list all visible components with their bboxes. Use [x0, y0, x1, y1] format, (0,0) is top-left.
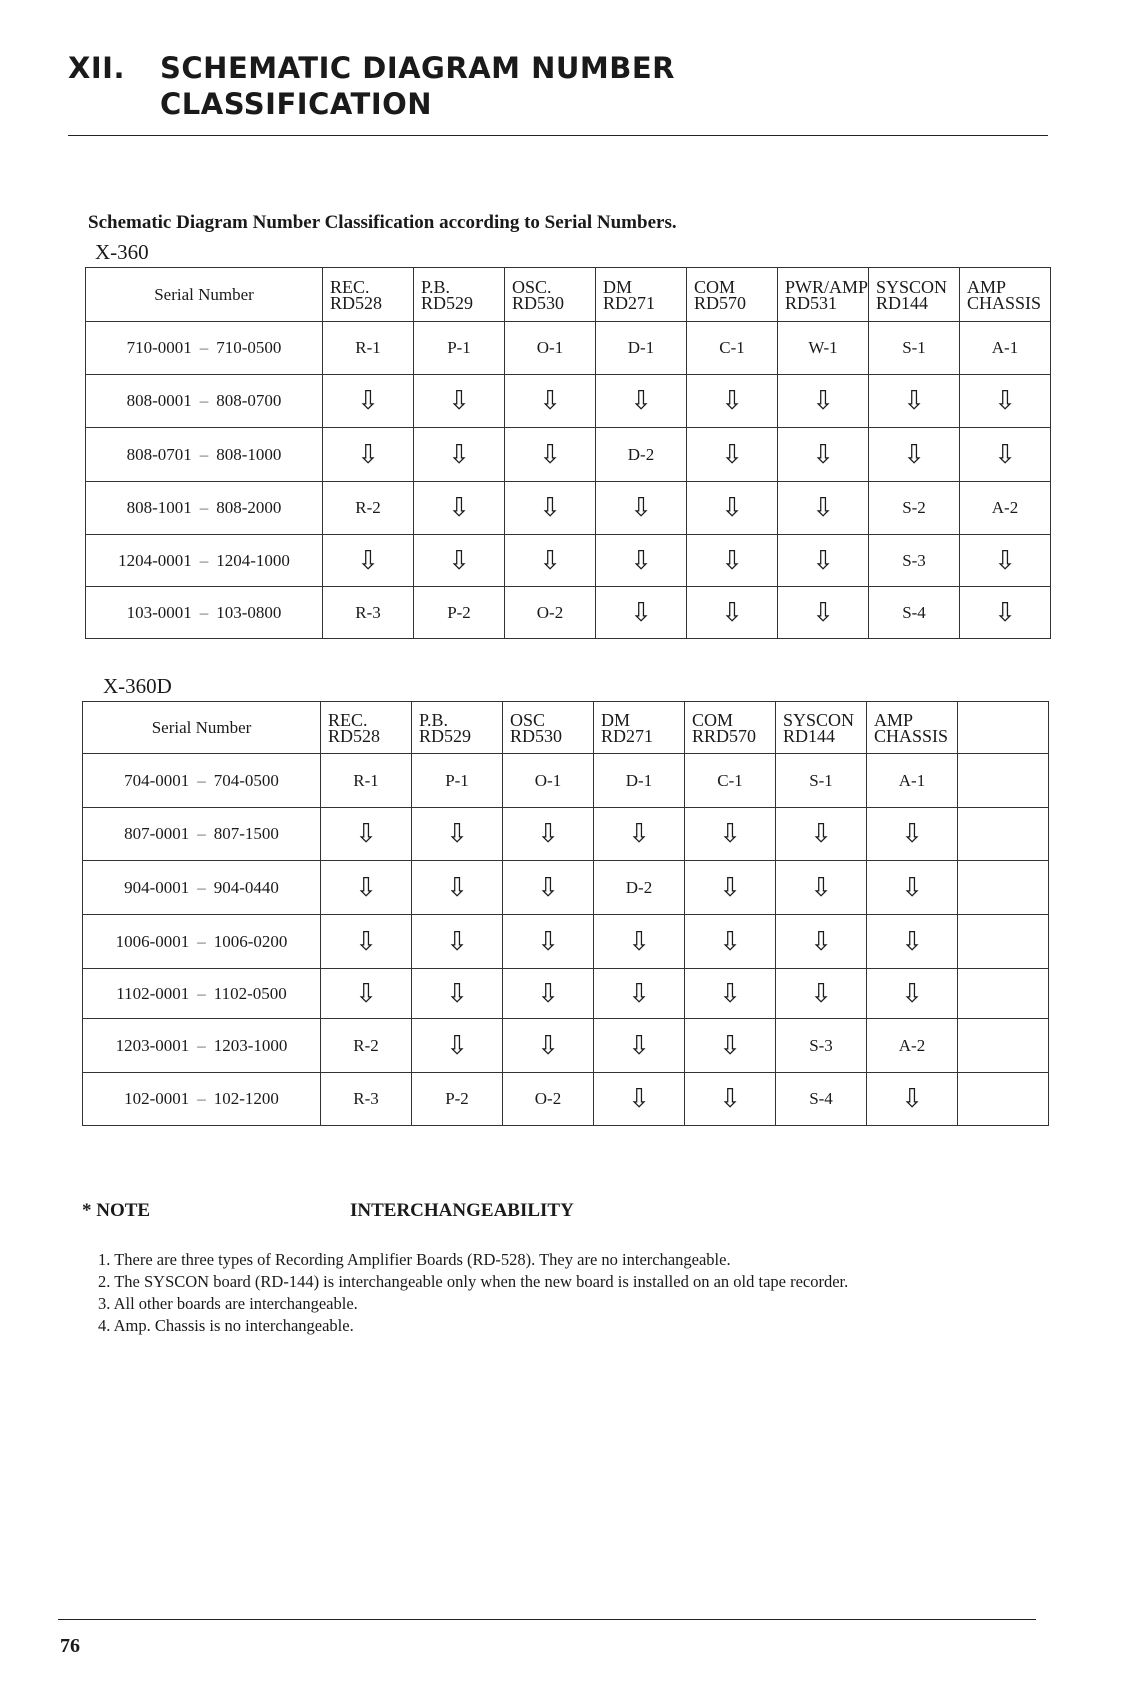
- page-number: 76: [60, 1635, 80, 1657]
- same-as-above-arrow-icon: ⇩: [414, 375, 505, 428]
- board-name: AMP: [874, 709, 914, 730]
- diagram-number-cell: [958, 861, 1049, 915]
- same-as-above-arrow-icon: ⇩: [778, 375, 869, 428]
- board-header: [503, 702, 594, 754]
- diagram-number-cell: A-2: [960, 482, 1051, 535]
- same-as-above-arrow-icon: ⇩: [687, 428, 778, 482]
- same-as-above-arrow-icon: ⇩: [414, 428, 505, 482]
- bottom-divider: [58, 1619, 1036, 1620]
- diagram-number-cell: S-1: [776, 754, 867, 808]
- diagram-number-cell: A-1: [867, 754, 958, 808]
- serial-separator: –: [197, 983, 206, 1003]
- serial-from: 1203-0001: [115, 1035, 190, 1055]
- board-name: OSC.: [512, 276, 552, 297]
- board-name: P.B.: [421, 276, 451, 297]
- note-label: * NOTE: [82, 1200, 151, 1221]
- board-name: P.B.: [419, 709, 449, 730]
- same-as-above-arrow-icon: ⇩: [685, 861, 776, 915]
- board-header: [687, 268, 778, 322]
- same-as-above-arrow-icon: ⇩: [321, 861, 412, 915]
- same-as-above-arrow-icon: ⇩: [687, 535, 778, 587]
- diagram-number-cell: R-3: [323, 587, 414, 639]
- board-code: RD530: [510, 725, 563, 746]
- board-header: [412, 702, 503, 754]
- same-as-above-arrow-icon: ⇩: [776, 808, 867, 861]
- same-as-above-arrow-icon: ⇩: [685, 1019, 776, 1073]
- serial-to: 1204-1000: [216, 550, 290, 570]
- diagram-number-cell: [958, 1073, 1049, 1126]
- diagram-number-cell: R-2: [321, 1019, 412, 1073]
- table-row: [83, 1073, 1049, 1126]
- serial-to: 103-0800: [216, 602, 282, 622]
- diagram-number-cell: O-1: [505, 322, 596, 375]
- diagram-number-cell: P-2: [414, 587, 505, 639]
- serial-range-cell: [83, 915, 321, 969]
- serial-separator: –: [197, 1089, 206, 1108]
- same-as-above-arrow-icon: ⇩: [412, 915, 503, 969]
- diagram-number-cell: S-3: [776, 1019, 867, 1073]
- diagram-number-cell: S-3: [869, 535, 960, 587]
- note-item: 3. All other boards are interchangeable.: [98, 1294, 358, 1313]
- board-name: OSC: [510, 709, 546, 730]
- same-as-above-arrow-icon: ⇩: [960, 428, 1051, 482]
- serial-separator: –: [199, 602, 209, 622]
- serial-to: 904-0440: [213, 877, 279, 897]
- table-row: [83, 915, 1049, 969]
- same-as-above-arrow-icon: ⇩: [960, 375, 1051, 428]
- same-as-above-arrow-icon: ⇩: [596, 587, 687, 639]
- serial-from: 1102-0001: [116, 983, 190, 1003]
- board-code: CHASSIS: [874, 725, 949, 746]
- board-code: RD531: [785, 292, 838, 313]
- same-as-above-arrow-icon: ⇩: [323, 535, 414, 587]
- table-row: [86, 428, 1051, 482]
- diagram-number-cell: [958, 915, 1049, 969]
- board-code: RD271: [601, 725, 654, 746]
- same-as-above-arrow-icon: ⇩: [321, 969, 412, 1019]
- board-name: SYSCON: [876, 276, 948, 297]
- board-code: RRD570: [692, 725, 757, 746]
- serial-separator: –: [199, 550, 209, 570]
- diagram-number-cell: O-1: [503, 754, 594, 808]
- diagram-number-cell: C-1: [685, 754, 776, 808]
- section-heading: [68, 50, 675, 122]
- diagram-number-cell: P-1: [414, 322, 505, 375]
- diagram-number-cell: P-1: [412, 754, 503, 808]
- serial-to: 710-0500: [216, 338, 282, 357]
- diagram-number-cell: R-3: [321, 1073, 412, 1126]
- table-row: [86, 535, 1051, 587]
- same-as-above-arrow-icon: ⇩: [685, 808, 776, 861]
- same-as-above-arrow-icon: ⇩: [596, 482, 687, 535]
- table-row: [83, 969, 1049, 1019]
- same-as-above-arrow-icon: ⇩: [503, 861, 594, 915]
- diagram-number-cell: C-1: [687, 322, 778, 375]
- same-as-above-arrow-icon: ⇩: [867, 969, 958, 1019]
- same-as-above-arrow-icon: ⇩: [869, 375, 960, 428]
- serial-to: 1006-0200: [213, 931, 288, 951]
- same-as-above-arrow-icon: ⇩: [505, 535, 596, 587]
- diagram-number-cell: P-2: [412, 1073, 503, 1126]
- same-as-above-arrow-icon: ⇩: [685, 969, 776, 1019]
- same-as-above-arrow-icon: ⇩: [505, 482, 596, 535]
- serial-range-cell: [83, 861, 321, 915]
- diagram-number-cell: [958, 1019, 1049, 1073]
- serial-range-cell: [83, 1073, 321, 1126]
- same-as-above-arrow-icon: ⇩: [503, 808, 594, 861]
- board-code: RD528: [328, 725, 381, 746]
- serial-separator: –: [197, 770, 206, 790]
- section-title-line2: CLASSIFICATION: [160, 87, 433, 121]
- diagram-number-cell: [958, 754, 1049, 808]
- board-name: REC.: [328, 709, 368, 730]
- table-row: [83, 754, 1049, 808]
- serial-to: 807-1500: [213, 824, 279, 843]
- top-divider: [68, 135, 1048, 136]
- same-as-above-arrow-icon: ⇩: [685, 915, 776, 969]
- same-as-above-arrow-icon: ⇩: [505, 375, 596, 428]
- board-name: COM: [692, 709, 734, 730]
- same-as-above-arrow-icon: ⇩: [776, 969, 867, 1019]
- same-as-above-arrow-icon: ⇩: [412, 969, 503, 1019]
- diagram-number-cell: D-2: [594, 861, 685, 915]
- same-as-above-arrow-icon: ⇩: [412, 1019, 503, 1073]
- same-as-above-arrow-icon: ⇩: [960, 535, 1051, 587]
- same-as-above-arrow-icon: ⇩: [503, 969, 594, 1019]
- board-header: [594, 702, 685, 754]
- same-as-above-arrow-icon: ⇩: [776, 915, 867, 969]
- board-name: REC.: [330, 276, 370, 297]
- table-row: [83, 1019, 1049, 1073]
- serial-range-cell: [83, 754, 321, 808]
- diagram-number-cell: S-1: [869, 322, 960, 375]
- serial-range-cell: [83, 969, 321, 1019]
- board-code: RD144: [783, 725, 836, 746]
- diagram-number-cell: R-2: [323, 482, 414, 535]
- diagram-number-cell: D-1: [596, 322, 687, 375]
- serial-to: 1203-1000: [213, 1035, 288, 1055]
- serial-range-cell: [86, 482, 323, 535]
- serial-from: 102-0001: [124, 1089, 190, 1108]
- diagram-number-cell: S-4: [869, 587, 960, 639]
- table-header-row: [86, 268, 1051, 322]
- note-title: INTERCHANGEABILITY: [350, 1200, 574, 1221]
- same-as-above-arrow-icon: ⇩: [960, 587, 1051, 639]
- table-row: [86, 375, 1051, 428]
- board-code: RD529: [421, 292, 474, 313]
- same-as-above-arrow-icon: ⇩: [323, 375, 414, 428]
- table-row: [86, 482, 1051, 535]
- board-header: [867, 702, 958, 754]
- same-as-above-arrow-icon: ⇩: [503, 1019, 594, 1073]
- table-caption: Schematic Diagram Number Classification according to Serial Numbers.: [88, 212, 677, 233]
- diagram-number-cell: [958, 808, 1049, 861]
- board-header: [505, 268, 596, 322]
- same-as-above-arrow-icon: ⇩: [867, 861, 958, 915]
- board-header: [596, 268, 687, 322]
- same-as-above-arrow-icon: ⇩: [778, 587, 869, 639]
- serial-number-header: Serial Number: [83, 702, 321, 754]
- serial-range-cell: [86, 428, 323, 482]
- same-as-above-arrow-icon: ⇩: [503, 915, 594, 969]
- schematic-table-x360d: [82, 701, 1049, 1126]
- serial-from: 807-0001: [124, 824, 190, 843]
- same-as-above-arrow-icon: ⇩: [867, 808, 958, 861]
- serial-separator: –: [199, 444, 209, 464]
- serial-number-header: Serial Number: [86, 268, 323, 322]
- diagram-number-cell: S-4: [776, 1073, 867, 1126]
- table-row: [86, 322, 1051, 375]
- same-as-above-arrow-icon: ⇩: [594, 969, 685, 1019]
- serial-from: 103-0001: [126, 602, 192, 622]
- board-code: RD144: [876, 292, 929, 313]
- section-number: XII.: [68, 51, 125, 85]
- serial-range-cell: [86, 375, 323, 428]
- same-as-above-arrow-icon: ⇩: [778, 428, 869, 482]
- diagram-number-cell: R-1: [323, 322, 414, 375]
- same-as-above-arrow-icon: ⇩: [594, 915, 685, 969]
- serial-from: 808-1001: [126, 498, 192, 517]
- serial-from: 808-0701: [126, 444, 192, 464]
- serial-range-cell: [83, 808, 321, 861]
- same-as-above-arrow-icon: ⇩: [867, 1073, 958, 1126]
- table-row: [86, 587, 1051, 639]
- diagram-number-cell: S-2: [869, 482, 960, 535]
- serial-to: 102-1200: [213, 1089, 279, 1108]
- same-as-above-arrow-icon: ⇩: [412, 861, 503, 915]
- board-header: [323, 268, 414, 322]
- same-as-above-arrow-icon: ⇩: [594, 808, 685, 861]
- board-code: RD570: [694, 292, 747, 313]
- model-label-x360: X-360: [95, 240, 149, 264]
- serial-separator: –: [197, 1035, 206, 1055]
- diagram-number-cell: W-1: [778, 322, 869, 375]
- serial-from: 904-0001: [124, 877, 190, 897]
- diagram-number-cell: O-2: [505, 587, 596, 639]
- note-list: [98, 1249, 848, 1337]
- board-name: PWR/AMP: [785, 276, 869, 297]
- diagram-number-cell: D-1: [594, 754, 685, 808]
- board-header: [321, 702, 412, 754]
- section-title-line1: SCHEMATIC DIAGRAM NUMBER: [160, 51, 676, 85]
- diagram-number-cell: R-1: [321, 754, 412, 808]
- serial-from: 704-0001: [124, 770, 190, 790]
- diagram-number-cell: D-2: [596, 428, 687, 482]
- same-as-above-arrow-icon: ⇩: [869, 428, 960, 482]
- same-as-above-arrow-icon: ⇩: [687, 587, 778, 639]
- same-as-above-arrow-icon: ⇩: [776, 861, 867, 915]
- serial-separator: –: [197, 824, 206, 843]
- same-as-above-arrow-icon: ⇩: [414, 482, 505, 535]
- table-row: [83, 808, 1049, 861]
- board-header: [414, 268, 505, 322]
- serial-separator: –: [199, 391, 209, 410]
- board-code: RD529: [419, 725, 472, 746]
- board-name: SYSCON: [783, 709, 855, 730]
- board-header: [869, 268, 960, 322]
- serial-separator: –: [197, 931, 206, 951]
- table-header-row: [83, 702, 1049, 754]
- serial-to: 808-1000: [216, 444, 282, 464]
- serial-separator: –: [199, 338, 209, 357]
- board-header: [685, 702, 776, 754]
- serial-range-cell: [83, 1019, 321, 1073]
- board-name: DM: [601, 709, 631, 730]
- serial-separator: –: [197, 877, 206, 897]
- serial-separator: –: [199, 498, 209, 517]
- same-as-above-arrow-icon: ⇩: [867, 915, 958, 969]
- board-name: AMP: [967, 276, 1007, 297]
- diagram-number-cell: A-1: [960, 322, 1051, 375]
- same-as-above-arrow-icon: ⇩: [687, 375, 778, 428]
- serial-from: 1204-0001: [118, 550, 192, 570]
- same-as-above-arrow-icon: ⇩: [778, 535, 869, 587]
- board-code: RD530: [512, 292, 565, 313]
- same-as-above-arrow-icon: ⇩: [596, 535, 687, 587]
- board-header: [778, 268, 869, 322]
- board-code: RD271: [603, 292, 656, 313]
- model-label-x360d: X-360D: [103, 674, 172, 698]
- same-as-above-arrow-icon: ⇩: [505, 428, 596, 482]
- board-code: CHASSIS: [967, 292, 1042, 313]
- serial-from: 808-0001: [126, 391, 192, 410]
- same-as-above-arrow-icon: ⇩: [685, 1073, 776, 1126]
- note-item: 1. There are three types of Recording Amplifier Boards (RD-528). They are no interchangeable.: [98, 1250, 731, 1269]
- note-item: 2. The SYSCON board (RD-144) is interchangeable only when the new board is installed on an old tape recorder.: [98, 1272, 849, 1291]
- note-item: 4. Amp. Chassis is no interchangeable.: [98, 1316, 354, 1335]
- board-header: [960, 268, 1051, 322]
- table-row: [83, 861, 1049, 915]
- serial-to: 808-2000: [216, 498, 282, 517]
- same-as-above-arrow-icon: ⇩: [594, 1019, 685, 1073]
- same-as-above-arrow-icon: ⇩: [414, 535, 505, 587]
- board-name: DM: [603, 276, 633, 297]
- same-as-above-arrow-icon: ⇩: [323, 428, 414, 482]
- diagram-number-cell: O-2: [503, 1073, 594, 1126]
- serial-from: 710-0001: [126, 338, 192, 357]
- same-as-above-arrow-icon: ⇩: [596, 375, 687, 428]
- same-as-above-arrow-icon: ⇩: [594, 1073, 685, 1126]
- serial-range-cell: [86, 322, 323, 375]
- board-name: COM: [694, 276, 736, 297]
- diagram-number-cell: [958, 969, 1049, 1019]
- board-header: [776, 702, 867, 754]
- serial-range-cell: [86, 587, 323, 639]
- board-header: [958, 702, 1049, 754]
- serial-range-cell: [86, 535, 323, 587]
- schematic-table-x360: [85, 267, 1051, 639]
- serial-to: 808-0700: [216, 391, 282, 410]
- serial-from: 1006-0001: [115, 931, 190, 951]
- serial-to: 704-0500: [213, 770, 279, 790]
- same-as-above-arrow-icon: ⇩: [778, 482, 869, 535]
- same-as-above-arrow-icon: ⇩: [321, 808, 412, 861]
- same-as-above-arrow-icon: ⇩: [412, 808, 503, 861]
- serial-to: 1102-0500: [213, 983, 287, 1003]
- diagram-number-cell: A-2: [867, 1019, 958, 1073]
- same-as-above-arrow-icon: ⇩: [687, 482, 778, 535]
- board-code: RD528: [330, 292, 383, 313]
- same-as-above-arrow-icon: ⇩: [321, 915, 412, 969]
